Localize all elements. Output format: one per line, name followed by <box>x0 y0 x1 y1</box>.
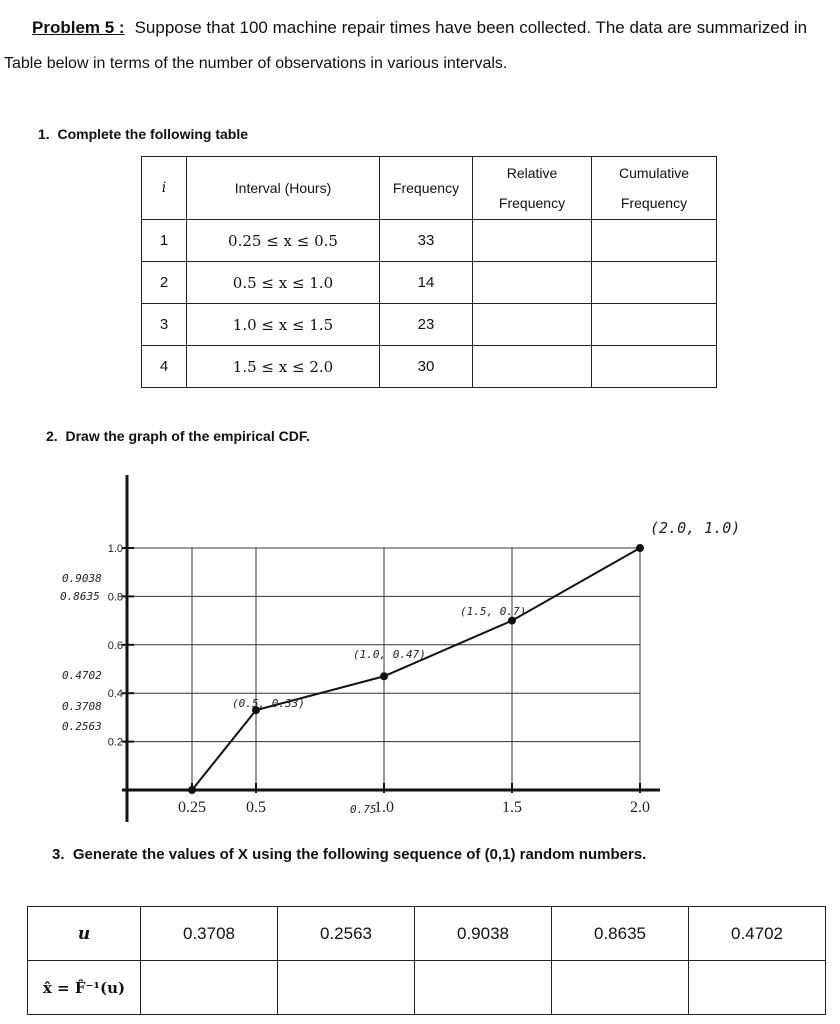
annotation-point-0.5: (0.5, 0.33) <box>232 697 305 710</box>
table-row <box>142 262 717 304</box>
x-hat-answer[interactable] <box>278 961 415 1015</box>
x-hat-answer[interactable] <box>689 961 826 1015</box>
u-value: 0.9038 <box>415 907 552 961</box>
annotation-point-1.5: (1.5, 0.7) <box>460 605 527 618</box>
x-row <box>28 961 826 1015</box>
part1-heading <box>38 126 248 142</box>
row-frequency: 14 <box>380 262 473 304</box>
y-tick-label: 0.4 <box>107 688 123 701</box>
y-ticks <box>108 543 134 749</box>
row-frequency: 30 <box>380 346 473 388</box>
y-tick-label: 0.2 <box>107 736 123 749</box>
row-index: 4 <box>142 346 187 388</box>
table-row <box>142 304 717 346</box>
x-tick-label: 1.0 <box>374 799 394 816</box>
part2-text: Draw the graph of the empirical CDF. <box>65 428 310 444</box>
row-index: 3 <box>142 304 187 346</box>
cdf-data-point <box>380 672 388 680</box>
x-hat-answer[interactable] <box>141 961 278 1015</box>
col-relative-header: Relative Frequency <box>473 157 592 220</box>
x-hat-label: x̂ = F̂⁻¹(u) <box>28 961 141 1015</box>
col-cumulative-header: Cumulative Frequency <box>592 157 717 220</box>
row-frequency: 23 <box>380 304 473 346</box>
x-hat-answer[interactable] <box>415 961 552 1015</box>
annotation-point-1.0: (1.0, 0.47) <box>353 648 426 661</box>
statement-line-2: Table below in terms of the number of observations in various intervals. <box>4 55 508 72</box>
row-cumulative-frequency[interactable] <box>592 220 717 262</box>
part1-text: Complete the following table <box>57 126 249 142</box>
y-tick-label: 0.6 <box>107 639 123 652</box>
x-ticks <box>178 783 650 816</box>
u-value: 0.4702 <box>689 907 826 961</box>
problem-label: Problem 5 : <box>32 18 125 37</box>
table-row <box>142 346 717 388</box>
annotation-x-0.75: 0.75 <box>350 803 377 816</box>
row-interval: 1.0 ≤ x ≤ 1.5 <box>187 304 380 346</box>
part3-heading <box>52 846 646 863</box>
row-interval: 1.5 ≤ x ≤ 2.0 <box>187 346 380 388</box>
chart-grid <box>127 548 640 790</box>
row-cumulative-frequency[interactable] <box>592 346 717 388</box>
x-tick-label: 0.25 <box>178 799 206 816</box>
part3-text: Generate the values of X using the following sequence of (0,1) random numbers. <box>72 846 647 863</box>
random-numbers-table <box>27 906 826 1015</box>
statement-line-1: Suppose that 100 machine repair times have been collected. The data are summarized in <box>134 18 808 37</box>
x-hat-answer[interactable] <box>552 961 689 1015</box>
u-value: 0.3708 <box>141 907 278 961</box>
col-frequency-header: Frequency <box>380 157 473 220</box>
u-label: u <box>28 907 141 961</box>
col-i-header: i <box>142 157 187 220</box>
row-interval: 0.25 ≤ x ≤ 0.5 <box>187 220 380 262</box>
table-row <box>142 220 717 262</box>
u-value: 0.2563 <box>278 907 415 961</box>
annotation-y-0.9038: 0.9038 <box>62 572 102 585</box>
cdf-data-point <box>188 786 196 794</box>
u-value: 0.8635 <box>552 907 689 961</box>
row-index: 1 <box>142 220 187 262</box>
row-relative-frequency[interactable] <box>473 346 592 388</box>
part2-heading <box>46 428 310 444</box>
row-cumulative-frequency[interactable] <box>592 262 717 304</box>
row-relative-frequency[interactable] <box>473 220 592 262</box>
cdf-data-point <box>636 544 644 552</box>
x-tick-label: 0.5 <box>246 799 266 816</box>
y-tick-label: 1.0 <box>107 543 123 555</box>
annotation-point-2.0: (2.0, 1.0) <box>650 519 741 537</box>
table-header-row <box>142 157 717 220</box>
cdf-series-line <box>192 548 640 790</box>
row-cumulative-frequency[interactable] <box>592 304 717 346</box>
row-index: 2 <box>142 262 187 304</box>
row-interval: 0.5 ≤ x ≤ 1.0 <box>187 262 380 304</box>
part1-number: 1. <box>38 126 50 142</box>
row-relative-frequency[interactable] <box>473 262 592 304</box>
part2-number: 2. <box>46 428 58 444</box>
y-tick-label: 0.8 <box>107 591 123 604</box>
frequency-table <box>141 156 717 388</box>
x-tick-label: 1.5 <box>502 799 522 816</box>
annotation-y-0.2563: 0.2563 <box>62 720 102 733</box>
empirical-cdf-chart <box>0 470 840 840</box>
annotation-y-0.3708: 0.3708 <box>62 700 102 713</box>
row-relative-frequency[interactable] <box>473 304 592 346</box>
annotation-y-0.4702: 0.4702 <box>62 669 102 682</box>
part3-number: 3. <box>52 846 65 863</box>
row-frequency: 33 <box>380 220 473 262</box>
x-tick-label: 2.0 <box>630 799 650 816</box>
col-interval-header: Interval (Hours) <box>187 157 380 220</box>
u-row <box>28 907 826 961</box>
problem-statement <box>8 18 834 38</box>
annotation-y-0.8635: 0.8635 <box>60 590 100 603</box>
